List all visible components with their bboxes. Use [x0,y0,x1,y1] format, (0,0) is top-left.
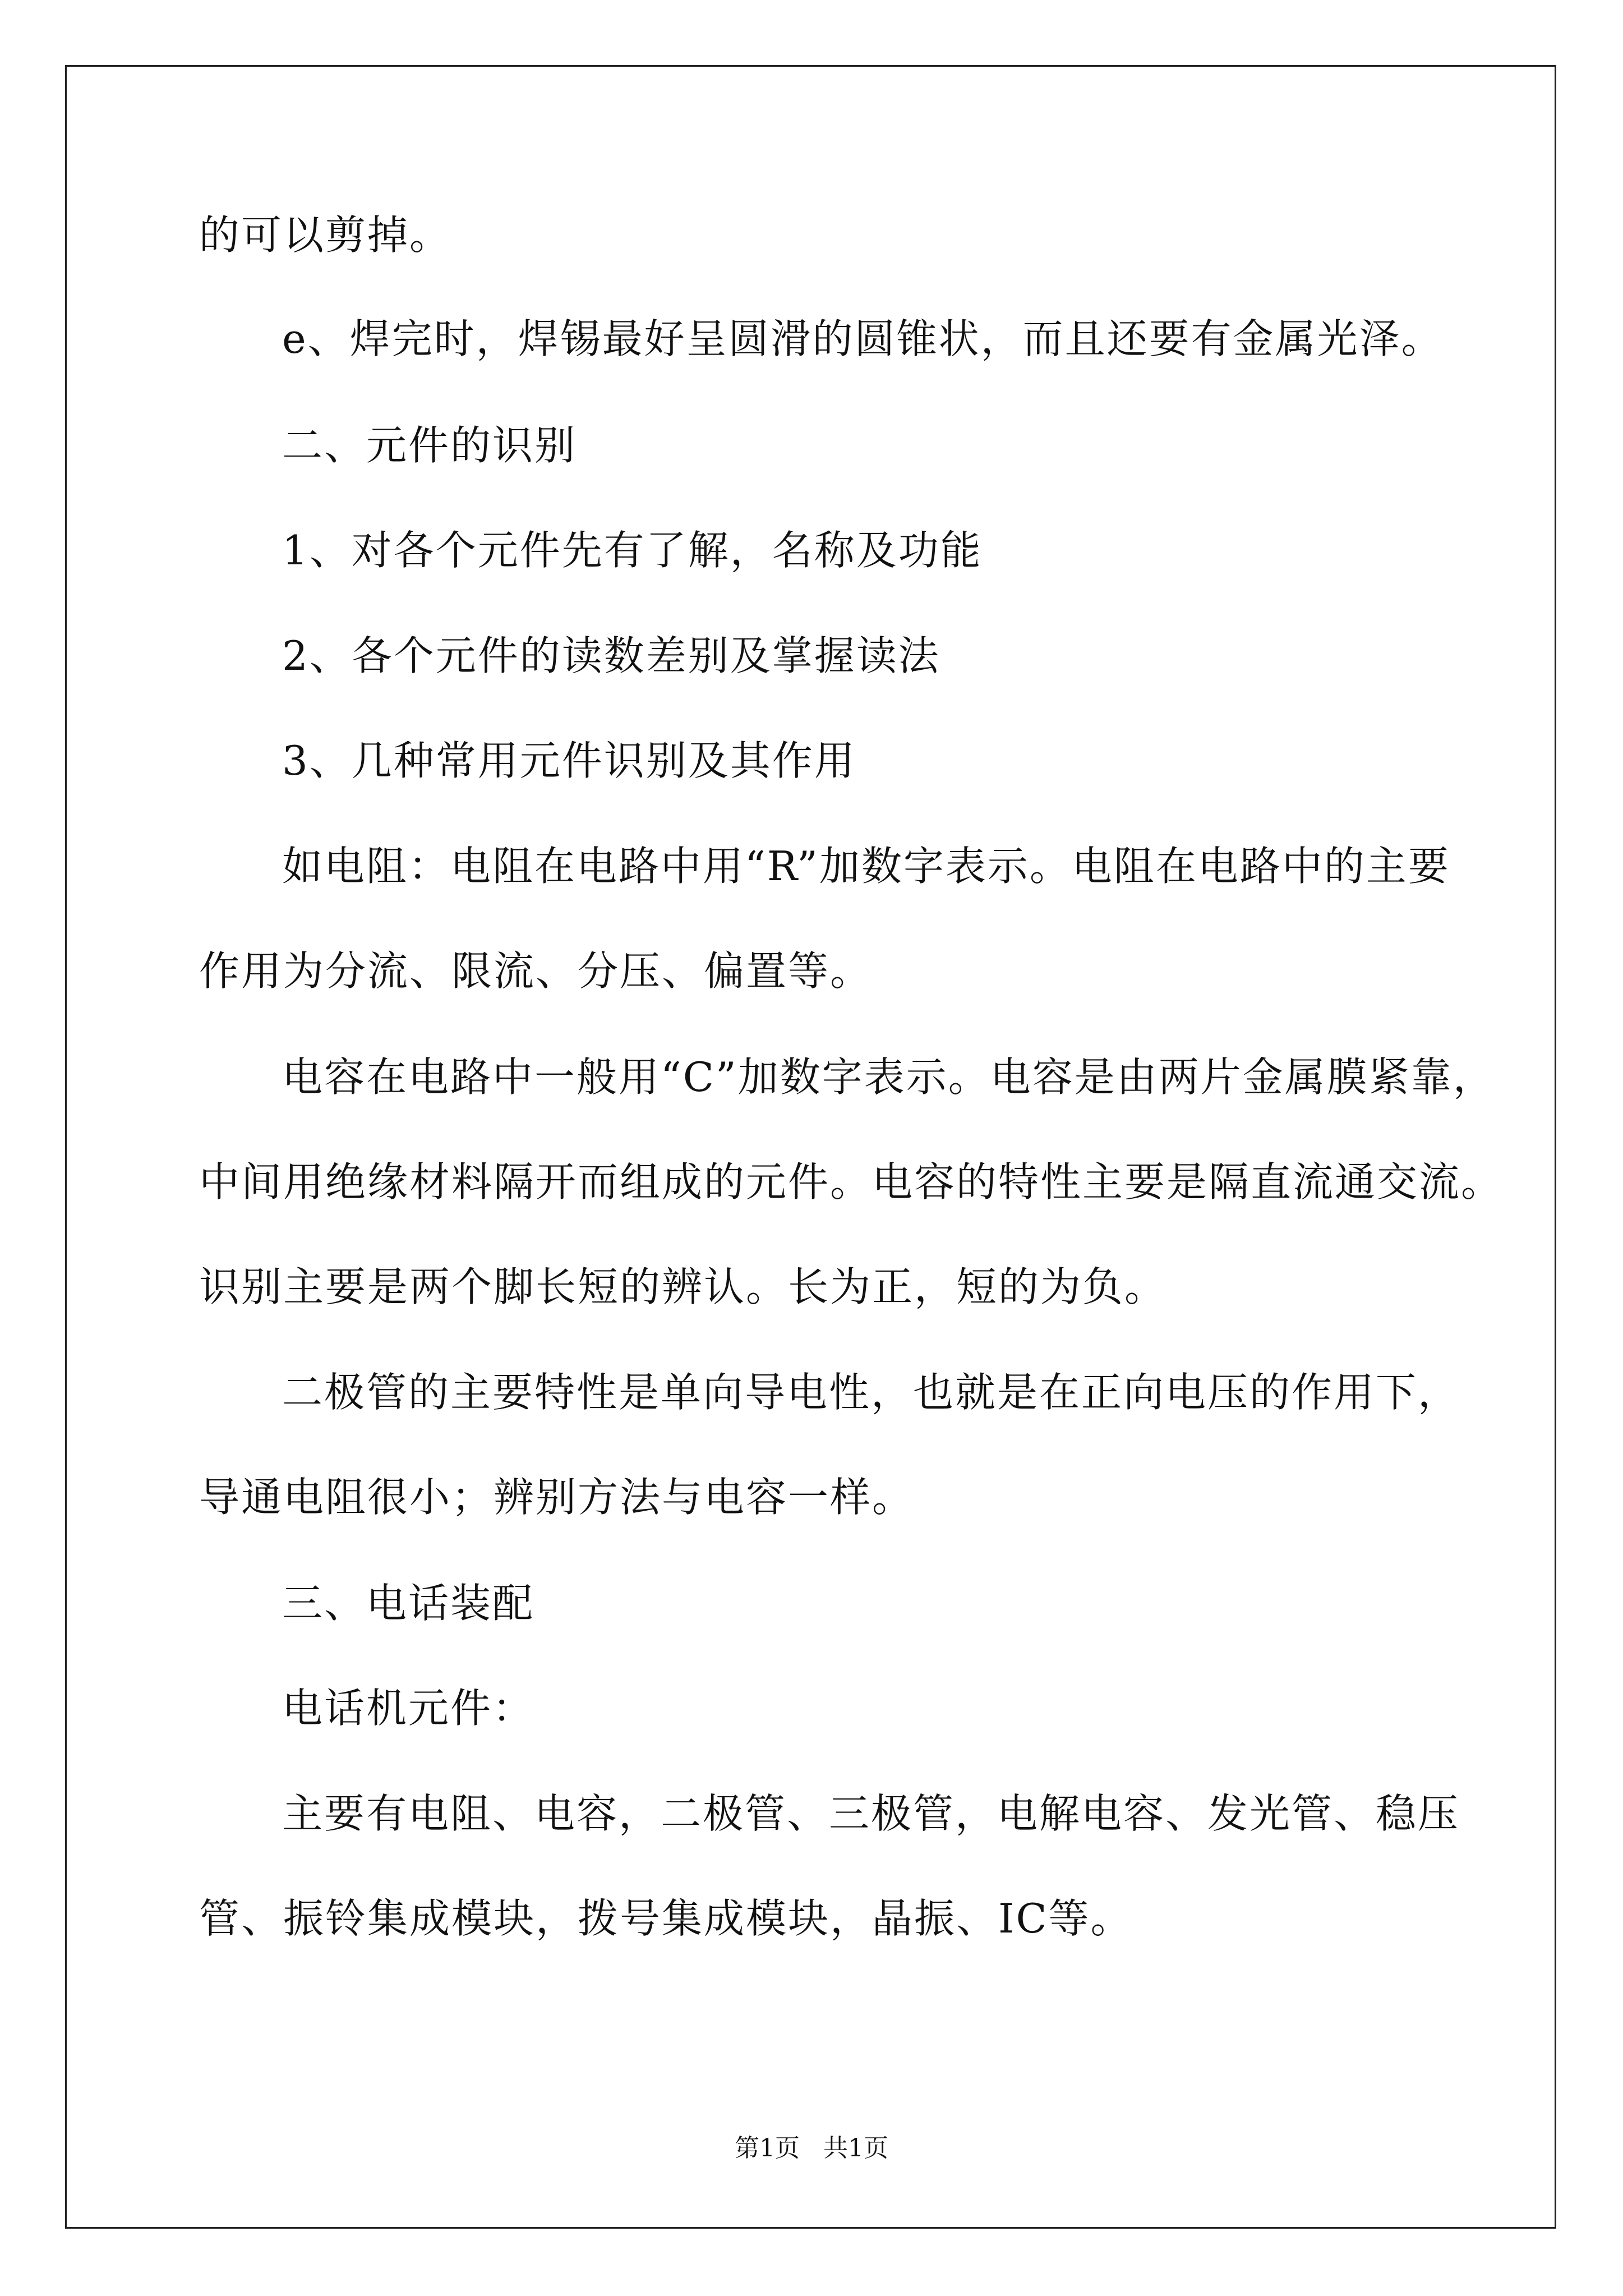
page-footer: 第1页 共1页 [735,2134,888,2162]
text-line: 2、各个元件的读数差别及掌握读法 [282,632,940,679]
text-line: 管、振铃集成模块，拨号集成模块，晶振、IC等。 [199,1895,1133,1942]
section-heading: 三、电话装配 [282,1580,535,1627]
text-line: 二极管的主要特性是单向导电性，也就是在正向电压的作用下， [282,1369,1460,1416]
text-line: 导通电阻很小；辨别方法与电容一样。 [199,1474,915,1521]
text-line: 1、对各个元件先有了解，名称及功能 [282,527,983,574]
text-line: 中间用绝缘材料隔开而组成的元件。电容的特性主要是隔直流通交流。 [199,1158,1504,1205]
text-line: 主要有电阻、电容，二极管、三极管，电解电容、发光管、稳压 [282,1790,1460,1837]
text-line: 作用为分流、限流、分压、偏置等。 [199,947,873,995]
text-line: 识别主要是两个脚长短的辨认。长为正，短的为负。 [199,1263,1167,1310]
text-line: 如电阻：电阻在电路中用“R”加数字表示。电阻在电路中的主要 [282,843,1450,890]
text-line: 电话机元件： [282,1685,535,1732]
text-line: e、焊完时，焊锡最好呈圆滑的圆锥状，而且还要有金属光泽。 [282,315,1444,362]
text-line: 电容在电路中一般用“C”加数字表示。电容是由两片金属膜紧靠， [282,1053,1495,1101]
text-line: 的可以剪掉。 [199,211,452,259]
text-line: 3、几种常用元件识别及其作用 [282,737,856,784]
section-heading: 二、元件的识别 [282,422,577,469]
